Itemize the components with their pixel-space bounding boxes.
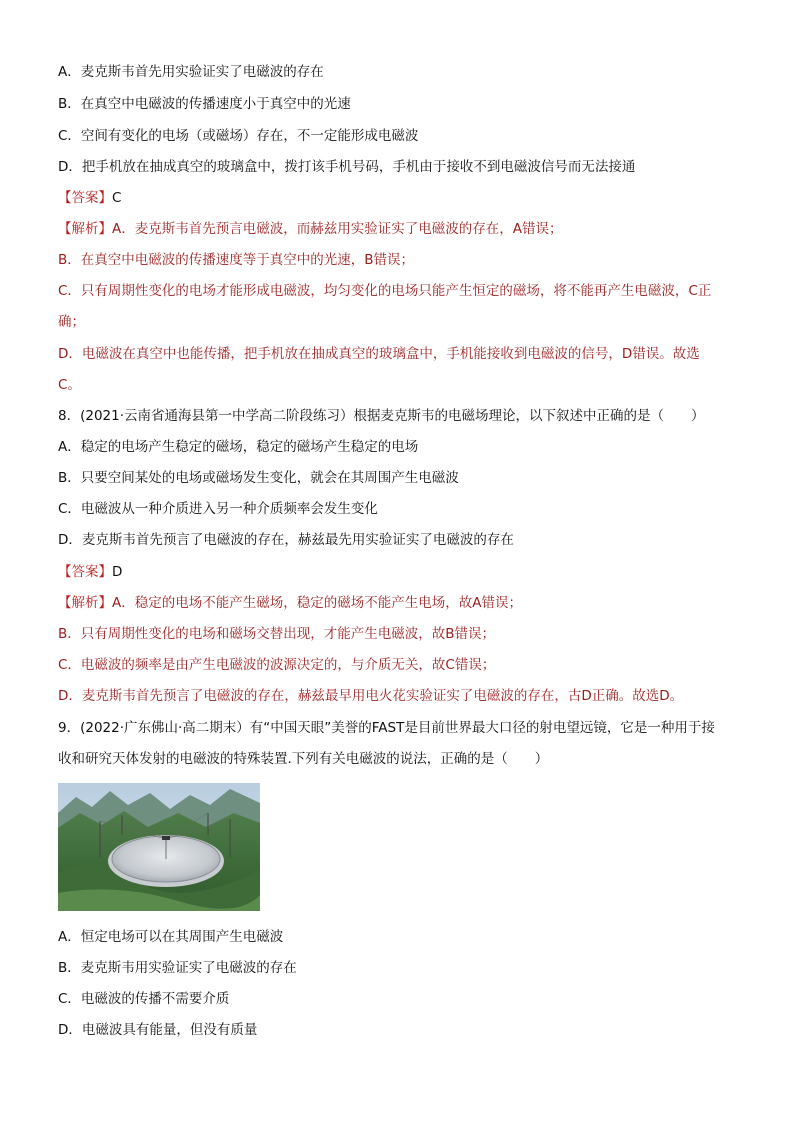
q9-option-d: D．电磁波具有能量，但没有质量	[58, 1022, 258, 1038]
answer-value: C	[112, 190, 122, 206]
analysis-tag: 【解析】	[58, 595, 112, 611]
q8-analysis-c: C．电磁波的频率是由产生电磁波的波源决定的，与介质无关，故C错误；	[58, 657, 496, 673]
analysis-text: A．稳定的电场不能产生磁场，稳定的磁场不能产生电场，故A错误；	[112, 595, 522, 611]
q7-answer	[58, 188, 738, 208]
analysis-text: A．麦克斯韦首先预言电磁波，而赫兹用实验证实了电磁波的存在，A错误；	[112, 221, 563, 237]
fast-telescope-photo	[58, 783, 260, 911]
q8-stem: 8．(2021·云南省通海县第一中学高二阶段练习）根据麦克斯韦的电磁场理论，以下叙述中正确的是（ ）	[58, 408, 705, 424]
q8-analysis-a	[58, 593, 738, 613]
q7-analysis-d-cont: C。	[58, 377, 81, 393]
q8-option-c: C．电磁波从一种介质进入另一种介质频率会发生变化	[58, 501, 378, 517]
q8-option-a: A．稳定的电场产生稳定的磁场，稳定的磁场产生稳定的电场	[58, 439, 419, 455]
q7-option-d: D．把手机放在抽成真空的玻璃盒中，拨打该手机号码，手机由于接收不到电磁波信号而无法接通	[58, 159, 636, 175]
q8-analysis-d: D．麦克斯韦首先预言了电磁波的存在，赫兹最早用电火花实验证实了电磁波的存在，古D正确。故选D。	[58, 688, 684, 704]
q7-analysis-d: D．电磁波在真空中也能传播，把手机放在抽成真空的玻璃盒中，手机能接收到电磁波的信号，D错误。故选	[58, 346, 700, 362]
q8-analysis-b: B．只有周期性变化的电场和磁场交替出现，才能产生电磁波，故B错误；	[58, 626, 496, 642]
q7-analysis-c: C．只有周期性变化的电场才能形成电磁波，均匀变化的电场只能产生恒定的磁场，将不能再产生电磁波，C正	[58, 283, 712, 299]
q9-stem-line-1: 9．(2022·广东佛山·高二期末）有“中国天眼”美誉的FAST是目前世界最大口径的射电望远镜，它是一种用于接	[58, 720, 715, 736]
answer-tag: 【答案】	[58, 190, 112, 206]
q7-analysis-b: B．在真空中电磁波的传播速度等于真空中的光速，B错误；	[58, 252, 415, 268]
q7-analysis-c-cont: 确；	[58, 314, 85, 330]
q9-option-a: A．恒定电场可以在其周围产生电磁波	[58, 929, 284, 945]
q9-option-c: C．电磁波的传播不需要介质	[58, 991, 230, 1007]
q7-option-c: C．空间有变化的电场（或磁场）存在，不一定能形成电磁波	[58, 128, 419, 144]
q8-option-b: B．只要空间某处的电场或磁场发生变化，就会在其周围产生电磁波	[58, 470, 459, 486]
q8-answer	[58, 562, 738, 582]
answer-tag: 【答案】	[58, 564, 112, 580]
q9-option-b: B．麦克斯韦用实验证实了电磁波的存在	[58, 960, 297, 976]
q7-option-a: A．麦克斯韦首先用实验证实了电磁波的存在	[58, 64, 324, 80]
q7-option-b: B．在真空中电磁波的传播速度小于真空中的光速	[58, 96, 351, 112]
q7-analysis-a	[58, 219, 738, 239]
analysis-tag: 【解析】	[58, 221, 112, 237]
q9-stem-line-2: 收和研究天体发射的电磁波的特殊装置.下列有关电磁波的说法，正确的是（ ）	[58, 751, 549, 767]
q8-option-d: D．麦克斯韦首先预言了电磁波的存在，赫兹最先用实验证实了电磁波的存在	[58, 532, 514, 548]
answer-value: D	[112, 564, 123, 580]
